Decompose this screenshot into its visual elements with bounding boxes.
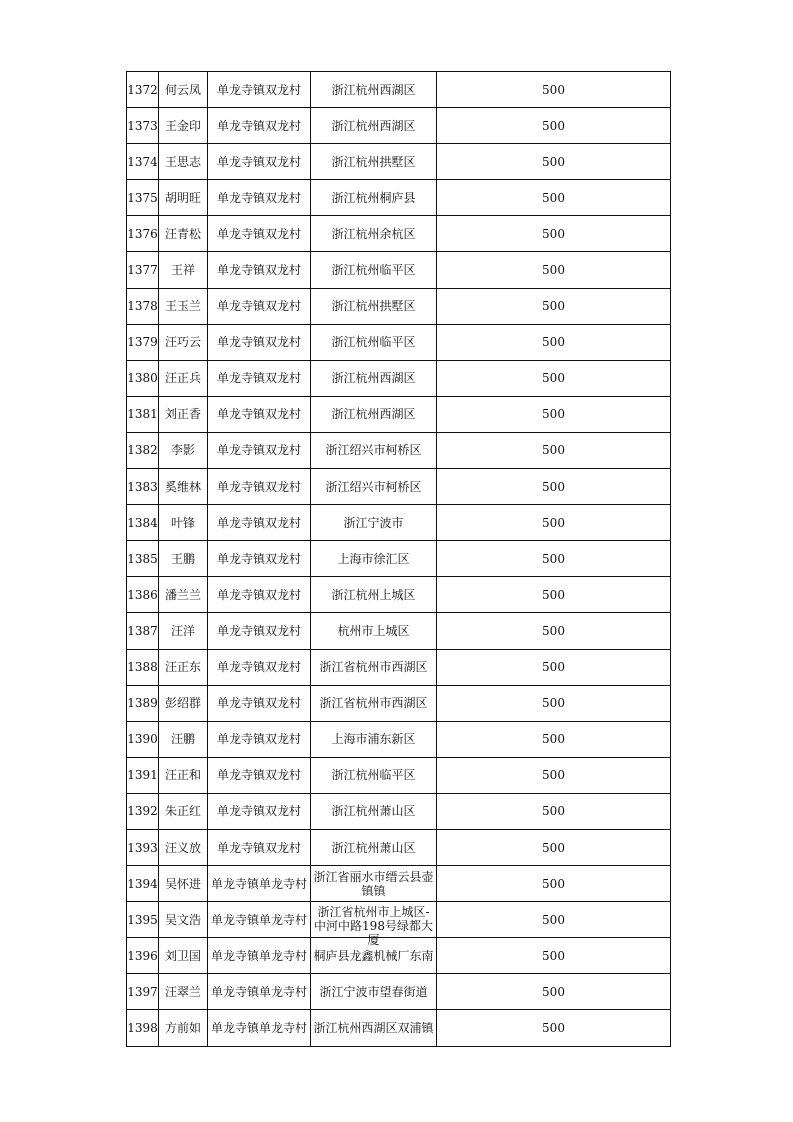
row-number-cell: 1374: [127, 144, 159, 180]
address-text: 杭州市上城区: [337, 623, 410, 638]
amount-cell: 500: [437, 757, 671, 793]
table-row: [127, 396, 671, 432]
amount-cell: 500: [437, 144, 671, 180]
name-cell: 汪巧云: [159, 324, 208, 360]
table-row: [127, 1010, 671, 1046]
table-row: [127, 252, 671, 288]
address-cell: [311, 902, 437, 947]
address-cell: [311, 577, 437, 613]
village-cell: 单龙寺镇单龙寺村: [208, 938, 311, 974]
row-number-cell: 1372: [127, 72, 159, 108]
name-cell: 汪正东: [159, 649, 208, 685]
row-number-cell: 1373: [127, 108, 159, 144]
name-cell: 王鹏: [159, 541, 208, 577]
address-cell: [311, 757, 437, 793]
row-number-cell: 1384: [127, 505, 159, 541]
table-row: [127, 216, 671, 252]
table-row: [127, 324, 671, 360]
village-cell: 单龙寺镇双龙村: [208, 216, 311, 252]
amount-cell: 500: [437, 793, 671, 829]
table-row: [127, 108, 671, 144]
name-cell: 何云凤: [159, 72, 208, 108]
amount-cell: 500: [437, 829, 671, 865]
address-cell: [311, 793, 437, 829]
village-cell: 单龙寺镇双龙村: [208, 721, 311, 757]
row-number-cell: 1382: [127, 432, 159, 468]
address-text: 浙江杭州拱墅区: [331, 299, 416, 314]
row-number-cell: 1378: [127, 288, 159, 324]
name-cell: 汪义放: [159, 829, 208, 865]
address-cell: [311, 108, 437, 144]
roster-table: [126, 71, 671, 1047]
address-text: 浙江杭州上城区: [331, 587, 416, 602]
name-cell: 奚维林: [159, 469, 208, 505]
table-row: [127, 469, 671, 505]
address-cell: [311, 649, 437, 685]
address-text: 浙江省杭州市西湖区: [319, 660, 428, 675]
roster-body: [127, 72, 671, 1047]
address-cell: [311, 866, 437, 902]
address-cell: [311, 324, 437, 360]
name-cell: 刘卫国: [159, 938, 208, 974]
table-row: [127, 180, 671, 216]
name-cell: 刘正香: [159, 396, 208, 432]
amount-cell: 500: [437, 72, 671, 108]
table-row: [127, 685, 671, 721]
address-cell: [311, 180, 437, 216]
address-text: 浙江宁波市: [343, 515, 404, 530]
address-cell: [311, 829, 437, 865]
address-text: 浙江省丽水市缙云县壶镇镇: [313, 869, 434, 898]
row-number-cell: 1391: [127, 757, 159, 793]
village-cell: 单龙寺镇双龙村: [208, 324, 311, 360]
village-cell: 单龙寺镇双龙村: [208, 144, 311, 180]
address-text: 桐庐县龙鑫机械厂东南: [313, 948, 434, 963]
name-cell: 李影: [159, 432, 208, 468]
name-cell: 方前如: [159, 1010, 208, 1046]
name-cell: 吴文浩: [159, 902, 208, 938]
name-cell: 汪正和: [159, 757, 208, 793]
name-cell: 汪正兵: [159, 360, 208, 396]
table-row: [127, 577, 671, 613]
table-row: [127, 432, 671, 468]
village-cell: 单龙寺镇双龙村: [208, 252, 311, 288]
table-row: [127, 144, 671, 180]
village-cell: 单龙寺镇双龙村: [208, 432, 311, 468]
table-row: [127, 974, 671, 1010]
name-cell: 汪鹏: [159, 721, 208, 757]
name-cell: 汪洋: [159, 613, 208, 649]
table-row: [127, 649, 671, 685]
village-cell: 单龙寺镇双龙村: [208, 829, 311, 865]
table-row: [127, 757, 671, 793]
table-row: [127, 938, 671, 974]
amount-cell: 500: [437, 360, 671, 396]
address-cell: [311, 252, 437, 288]
village-cell: 单龙寺镇单龙寺村: [208, 902, 311, 938]
amount-cell: 500: [437, 108, 671, 144]
row-number-cell: 1383: [127, 469, 159, 505]
row-number-cell: 1397: [127, 974, 159, 1010]
amount-cell: 500: [437, 180, 671, 216]
amount-cell: 500: [437, 938, 671, 974]
village-cell: 单龙寺镇单龙寺村: [208, 1010, 311, 1046]
address-cell: [311, 216, 437, 252]
village-cell: 单龙寺镇双龙村: [208, 180, 311, 216]
village-cell: 单龙寺镇双龙村: [208, 613, 311, 649]
village-cell: 单龙寺镇双龙村: [208, 108, 311, 144]
address-cell: [311, 541, 437, 577]
address-text: 浙江杭州萧山区: [331, 840, 416, 855]
name-cell: 朱正红: [159, 793, 208, 829]
address-cell: [311, 974, 437, 1010]
amount-cell: 500: [437, 902, 671, 938]
address-text: 浙江省杭州市上城区-中河中路198号绿都大厦: [314, 904, 433, 947]
table-row: [127, 72, 671, 108]
address-text: 浙江杭州西湖区: [331, 407, 416, 422]
amount-cell: 500: [437, 866, 671, 902]
amount-cell: 500: [437, 505, 671, 541]
table-row: [127, 902, 671, 938]
address-text: 浙江杭州临平区: [331, 263, 416, 278]
address-cell: [311, 144, 437, 180]
address-cell: [311, 721, 437, 757]
amount-cell: 500: [437, 324, 671, 360]
row-number-cell: 1396: [127, 938, 159, 974]
village-cell: 单龙寺镇双龙村: [208, 577, 311, 613]
amount-cell: 500: [437, 685, 671, 721]
row-number-cell: 1380: [127, 360, 159, 396]
row-number-cell: 1394: [127, 866, 159, 902]
address-cell: [311, 288, 437, 324]
address-cell: [311, 613, 437, 649]
address-text: 浙江杭州桐庐县: [331, 190, 416, 205]
amount-cell: 500: [437, 541, 671, 577]
amount-cell: 500: [437, 216, 671, 252]
name-cell: 潘兰兰: [159, 577, 208, 613]
row-number-cell: 1389: [127, 685, 159, 721]
row-number-cell: 1393: [127, 829, 159, 865]
amount-cell: 500: [437, 1010, 671, 1046]
name-cell: 王思志: [159, 144, 208, 180]
address-cell: [311, 360, 437, 396]
name-cell: 彭绍群: [159, 685, 208, 721]
address-cell: [311, 469, 437, 505]
village-cell: 单龙寺镇双龙村: [208, 505, 311, 541]
address-text: 浙江杭州西湖区: [331, 118, 416, 133]
address-text: 浙江杭州西湖区: [331, 82, 416, 97]
amount-cell: 500: [437, 649, 671, 685]
table-row: [127, 360, 671, 396]
row-number-cell: 1398: [127, 1010, 159, 1046]
address-text: 浙江宁波市望春街道: [319, 984, 428, 999]
row-number-cell: 1376: [127, 216, 159, 252]
row-number-cell: 1386: [127, 577, 159, 613]
address-text: 上海市浦东新区: [331, 732, 416, 747]
row-number-cell: 1387: [127, 613, 159, 649]
address-cell: [311, 396, 437, 432]
address-cell: [311, 432, 437, 468]
address-text: 上海市徐汇区: [337, 551, 410, 566]
address-cell: [311, 505, 437, 541]
table-row: [127, 829, 671, 865]
row-number-cell: 1381: [127, 396, 159, 432]
village-cell: 单龙寺镇双龙村: [208, 685, 311, 721]
village-cell: 单龙寺镇单龙寺村: [208, 866, 311, 902]
row-number-cell: 1377: [127, 252, 159, 288]
name-cell: 汪青松: [159, 216, 208, 252]
table-row: [127, 793, 671, 829]
address-text: 浙江杭州余杭区: [331, 226, 416, 241]
village-cell: 单龙寺镇双龙村: [208, 396, 311, 432]
name-cell: 胡明旺: [159, 180, 208, 216]
table-row: [127, 866, 671, 902]
address-text: 浙江杭州拱墅区: [331, 154, 416, 169]
amount-cell: 500: [437, 432, 671, 468]
village-cell: 单龙寺镇双龙村: [208, 793, 311, 829]
village-cell: 单龙寺镇双龙村: [208, 360, 311, 396]
address-text: 浙江杭州临平区: [331, 335, 416, 350]
address-cell: [311, 1010, 437, 1046]
row-number-cell: 1395: [127, 902, 159, 938]
row-number-cell: 1379: [127, 324, 159, 360]
village-cell: 单龙寺镇单龙寺村: [208, 974, 311, 1010]
name-cell: 叶锋: [159, 505, 208, 541]
address-text: 浙江绍兴市柯桥区: [325, 443, 422, 458]
amount-cell: 500: [437, 252, 671, 288]
address-text: 浙江省杭州市西湖区: [319, 696, 428, 711]
row-number-cell: 1388: [127, 649, 159, 685]
table-row: [127, 505, 671, 541]
table-row: [127, 288, 671, 324]
amount-cell: 500: [437, 288, 671, 324]
name-cell: 王金印: [159, 108, 208, 144]
row-number-cell: 1385: [127, 541, 159, 577]
address-cell: [311, 72, 437, 108]
row-number-cell: 1375: [127, 180, 159, 216]
village-cell: 单龙寺镇双龙村: [208, 469, 311, 505]
amount-cell: 500: [437, 577, 671, 613]
address-text: 浙江杭州西湖区双浦镇: [313, 1020, 434, 1035]
village-cell: 单龙寺镇双龙村: [208, 757, 311, 793]
village-cell: 单龙寺镇双龙村: [208, 72, 311, 108]
village-cell: 单龙寺镇双龙村: [208, 541, 311, 577]
village-cell: 单龙寺镇双龙村: [208, 288, 311, 324]
row-number-cell: 1392: [127, 793, 159, 829]
amount-cell: 500: [437, 974, 671, 1010]
address-text: 浙江杭州萧山区: [331, 804, 416, 819]
name-cell: 汪翠兰: [159, 974, 208, 1010]
name-cell: 吴怀进: [159, 866, 208, 902]
address-text: 浙江杭州临平区: [331, 768, 416, 783]
address-text: 浙江杭州西湖区: [331, 371, 416, 386]
address-text: 浙江绍兴市柯桥区: [325, 479, 422, 494]
table-row: [127, 541, 671, 577]
amount-cell: 500: [437, 721, 671, 757]
amount-cell: 500: [437, 469, 671, 505]
table-row: [127, 613, 671, 649]
amount-cell: 500: [437, 613, 671, 649]
address-cell: [311, 685, 437, 721]
name-cell: 王玉兰: [159, 288, 208, 324]
amount-cell: 500: [437, 396, 671, 432]
row-number-cell: 1390: [127, 721, 159, 757]
name-cell: 王祥: [159, 252, 208, 288]
table-row: [127, 721, 671, 757]
village-cell: 单龙寺镇双龙村: [208, 649, 311, 685]
